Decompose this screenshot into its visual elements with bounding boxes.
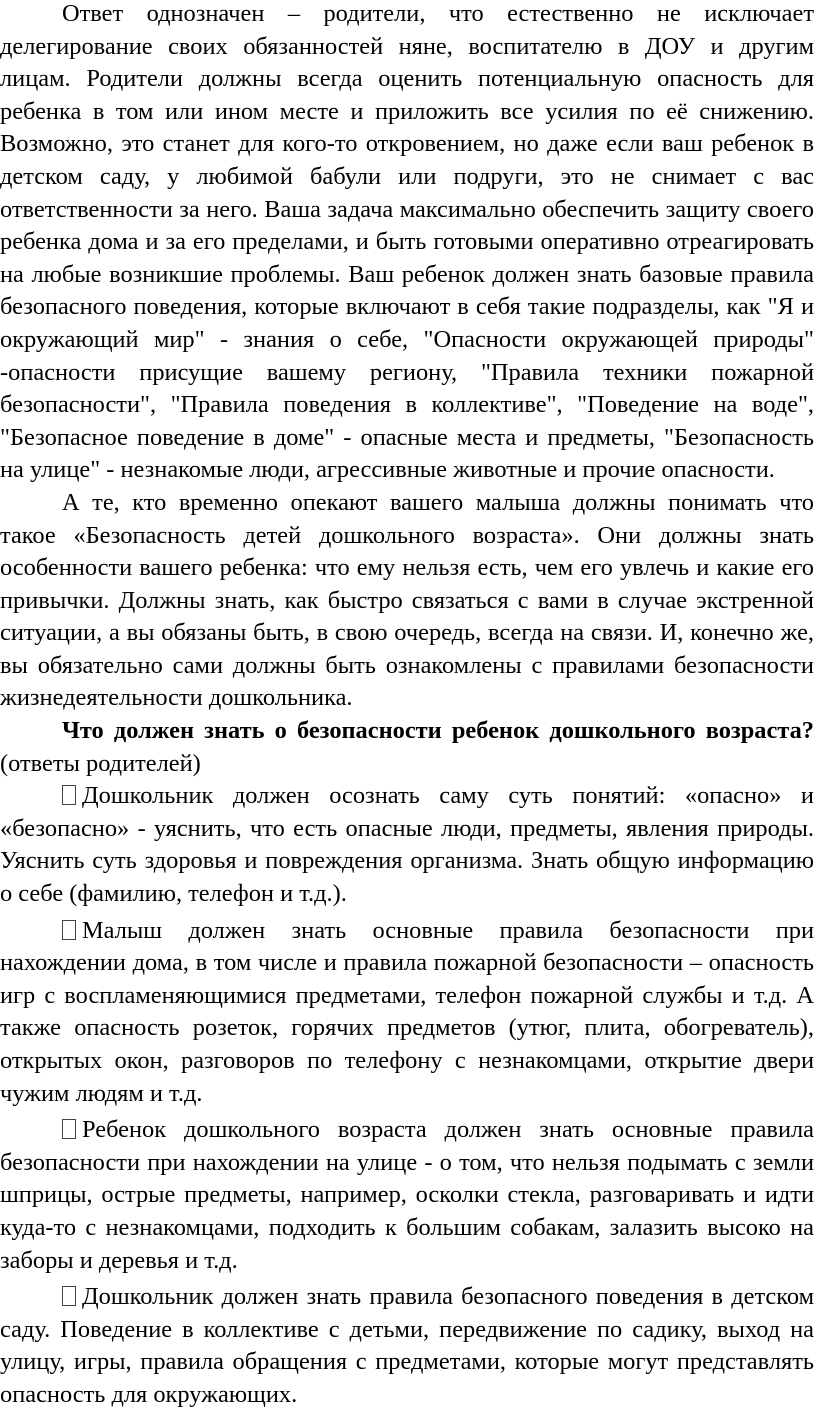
list-item-text: Дошкольник должен знать правила безопасного поведения в детском саду. Поведение в коллективе с детьми, передвижение по садику, выход на улицу, игры, правила обращения с предметами, которые могут представлять опасность для окружающих. xyxy=(0,1283,814,1408)
list-item xyxy=(0,1114,814,1277)
paragraph-responsibility: Ответ однозначен – родители, что естественно не исключает делегирование своих обязанностей няне, воспитателю в ДОУ и другим лицам. Родители должны всегда оценить потенциальную опасность для ребенка в том или ином месте и приложить все усилия по её снижению. Возможно, это станет для кого-то откровением, но даже если ваш ребенок в детском саду, у любимой бабули или подруги, это не снимает с вас ответственности за него. Ваша задача максимально обеспечить защиту своего ребенка дома и за его пределами, и быть готовыми оперативно отреагировать на любые возникшие проблемы. Ваш ребенок должен знать базовые правила безопасного поведения, которые включают в себя такие подразделы, как "Я и окружающий мир" - знания о себе, "Опасности окружающей природы" -опасности присущие вашему региону, "Правила техники пожарной безопасности", "Правила поведения в коллективе", "Поведение на воде", "Безопасное поведение в доме" - опасные места и предметы, "Безопасность на улице" - незнакомые люди, агрессивные животные и прочие опасности. xyxy=(0,0,814,484)
bullet-box-icon xyxy=(62,785,76,805)
list-item-text: Малыш должен знать основные правила безопасности при нахождении дома, в том числе и правила пожарной безопасности – опасность игр с воспламеняющимися предметами, телефон пожарной службы и т.д. А также опасность розеток, горячих предметов (утюг, плита, обогреватель), открытых окон, разговоров по телефону с незнакомцами, открытие двери чужим людям и т.д. xyxy=(0,916,814,1107)
list-item xyxy=(0,915,814,1111)
list-item-text: Ребенок дошкольного возраста должен знать основные правила безопасности при нахождении на улице - о том, что нельзя подымать с земли шприцы, острые предметы, например, осколки стекла, разговаривать и идти куда-то с незнакомцами, подходить к большим собакам, залазить высоко на заборы и деревья и т.д. xyxy=(0,1116,814,1274)
question-heading-note: (ответы родителей) xyxy=(0,749,201,777)
list-item-text: Дошкольник должен осознать саму суть понятий: «опасно» и «безопасно» - уяснить, что есть опасные люди, предметы, явления природы. Уяснить суть здоровья и повреждения организма. Знать общую информацию о себе (фамилию, телефон и т.д.). xyxy=(0,782,814,908)
list-item xyxy=(0,1281,814,1411)
list-item xyxy=(0,780,814,910)
question-heading-bold: Что должен знать о безопасности ребенок дошкольного возраста? xyxy=(62,717,814,745)
bullet-box-icon xyxy=(62,920,76,940)
bullet-box-icon xyxy=(62,1286,76,1306)
question-heading xyxy=(0,715,814,780)
paragraph-caregivers: А те, кто временно опекают вашего малыша должны понимать что такое «Безопасность детей дошкольного возраста». Они должны знать особенности вашего ребенка: что ему нельзя есть, чем его увлечь и какие его привычки. Должны знать, как быстро связаться с вами в случае экстренной ситуации, а вы обязаны быть, в свою очередь, всегда на связи. И, конечно же, вы обязательно сами должны быть ознакомлены с правилами безопасности жизнедеятельности дошкольника. xyxy=(0,488,814,712)
bullet-box-icon xyxy=(62,1119,76,1139)
